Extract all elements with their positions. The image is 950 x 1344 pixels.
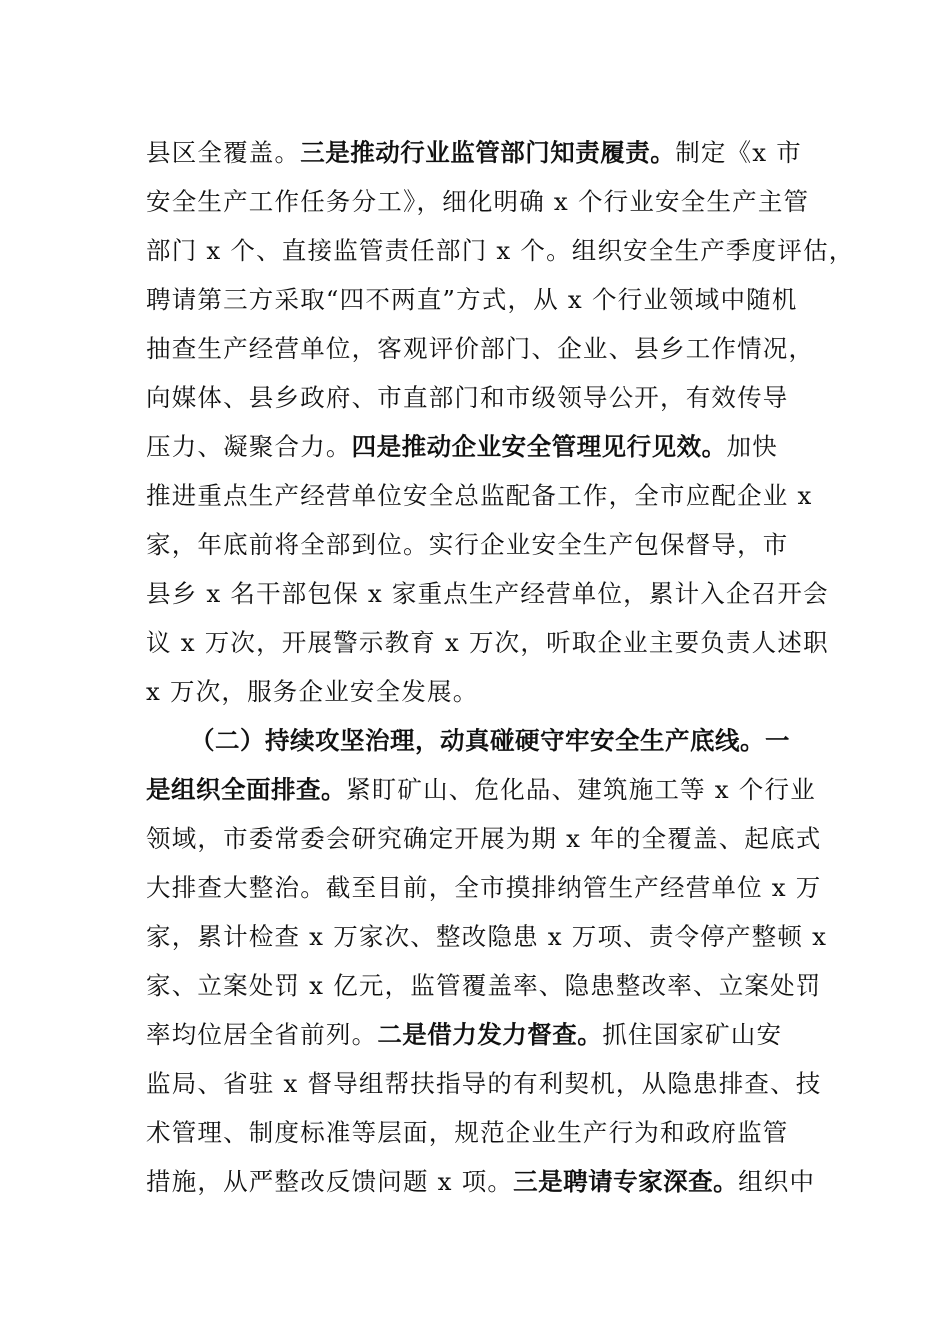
bold-text-segment: 三是聘请专家深查。 xyxy=(513,1167,739,1196)
text-segment: 加快 xyxy=(726,432,779,461)
text-line xyxy=(146,912,828,961)
text-line xyxy=(146,961,822,1010)
text-segment: 组织中 xyxy=(738,1167,816,1196)
text-segment: x 万次，服务企业安全发展。 xyxy=(146,677,479,706)
text-segment: 家，年底前将全部到位。实行企业安全生产包保督导，市 xyxy=(146,530,789,559)
text-segment: 向媒体、县乡政府、市直部门和市级领导公开，有效传导 xyxy=(146,383,789,412)
text-segment: 率均位居全省前列。 xyxy=(146,1020,378,1049)
text-segment: 领域，市委常委会研究确定开展为期 x 年的全覆盖、起底式 xyxy=(146,824,822,853)
body-text xyxy=(146,128,855,1206)
bold-text-segment: 二是借力发力督查。 xyxy=(377,1020,603,1049)
text-line xyxy=(146,618,829,667)
text-line xyxy=(146,667,818,716)
text-segment: 压力、凝聚合力。 xyxy=(146,432,352,461)
bold-text-segment: 四是推动企业安全管理见行见效。 xyxy=(351,432,727,461)
text-segment: 紧盯矿山、危化品、建筑施工等 x 个行业 xyxy=(346,775,816,804)
text-line xyxy=(146,716,818,765)
text-line xyxy=(146,1108,818,1157)
bold-text-segment: （二）持续攻坚治理，动真碰硬守牢安全生产底线。一 xyxy=(190,726,790,755)
text-segment: 抓住国家矿山安 xyxy=(602,1020,783,1049)
text-segment: 安全生产工作任务分工》，细化明确 x 个行业安全生产主管 xyxy=(146,187,810,216)
text-segment: 制定《x 市 xyxy=(675,138,803,167)
text-line xyxy=(146,520,818,569)
text-segment: 县乡 x 名干部包保 x 家重点生产经营单位，累计入企召开会 xyxy=(146,579,829,608)
text-segment: 推进重点生产经营单位安全总监配备工作，全市应配企业 x xyxy=(146,481,813,510)
text-line xyxy=(146,471,818,520)
text-line xyxy=(146,422,818,471)
text-segment: 大排查大整治。截至目前，全市摸排纳管生产经营单位 x 万 xyxy=(146,873,822,902)
text-segment: 措施，从严整改反馈问题 x 项。 xyxy=(146,1167,514,1196)
bold-text-segment: 三是推动行业监管部门知责履责。 xyxy=(300,138,676,167)
text-line xyxy=(146,275,818,324)
text-segment: 县区全覆盖。 xyxy=(146,138,301,167)
text-segment: 部门 x 个、直接监管责任部门 x 个。组织安全生产季度评估， xyxy=(146,236,855,265)
text-line xyxy=(146,569,829,618)
text-line xyxy=(146,863,822,912)
text-segment: 术管理、制度标准等层面，规范企业生产行为和政府监管 xyxy=(146,1118,789,1147)
text-line xyxy=(146,1059,822,1108)
text-line xyxy=(146,1157,818,1206)
bold-text-segment: 是组织全面排查。 xyxy=(146,775,346,804)
text-line xyxy=(146,226,855,275)
text-segment: 抽查生产经营单位，客观评价部门、企业、县乡工作情况， xyxy=(146,334,815,363)
text-line xyxy=(146,373,818,422)
text-line xyxy=(146,1010,818,1059)
text-segment: 聘请第三方采取“四不两直”方式，从 x 个行业领域中随机 xyxy=(146,285,798,314)
text-segment: 家，累计检查 x 万家次、整改隐患 x 万项、责令停产整顿 x xyxy=(146,922,828,951)
text-segment: 家、立案处罚 x 亿元，监管覆盖率、隐患整改率、立案处罚 xyxy=(146,971,822,1000)
text-line xyxy=(146,177,818,226)
text-line xyxy=(146,765,818,814)
text-segment: 监局、省驻 x 督导组帮扶指导的有利契机，从隐患排查、技 xyxy=(146,1069,822,1098)
text-line xyxy=(146,128,818,177)
text-segment: 议 x 万次，开展警示教育 x 万次，听取企业主要负责人述职 xyxy=(146,628,829,657)
text-line xyxy=(146,814,822,863)
text-line xyxy=(146,324,818,373)
